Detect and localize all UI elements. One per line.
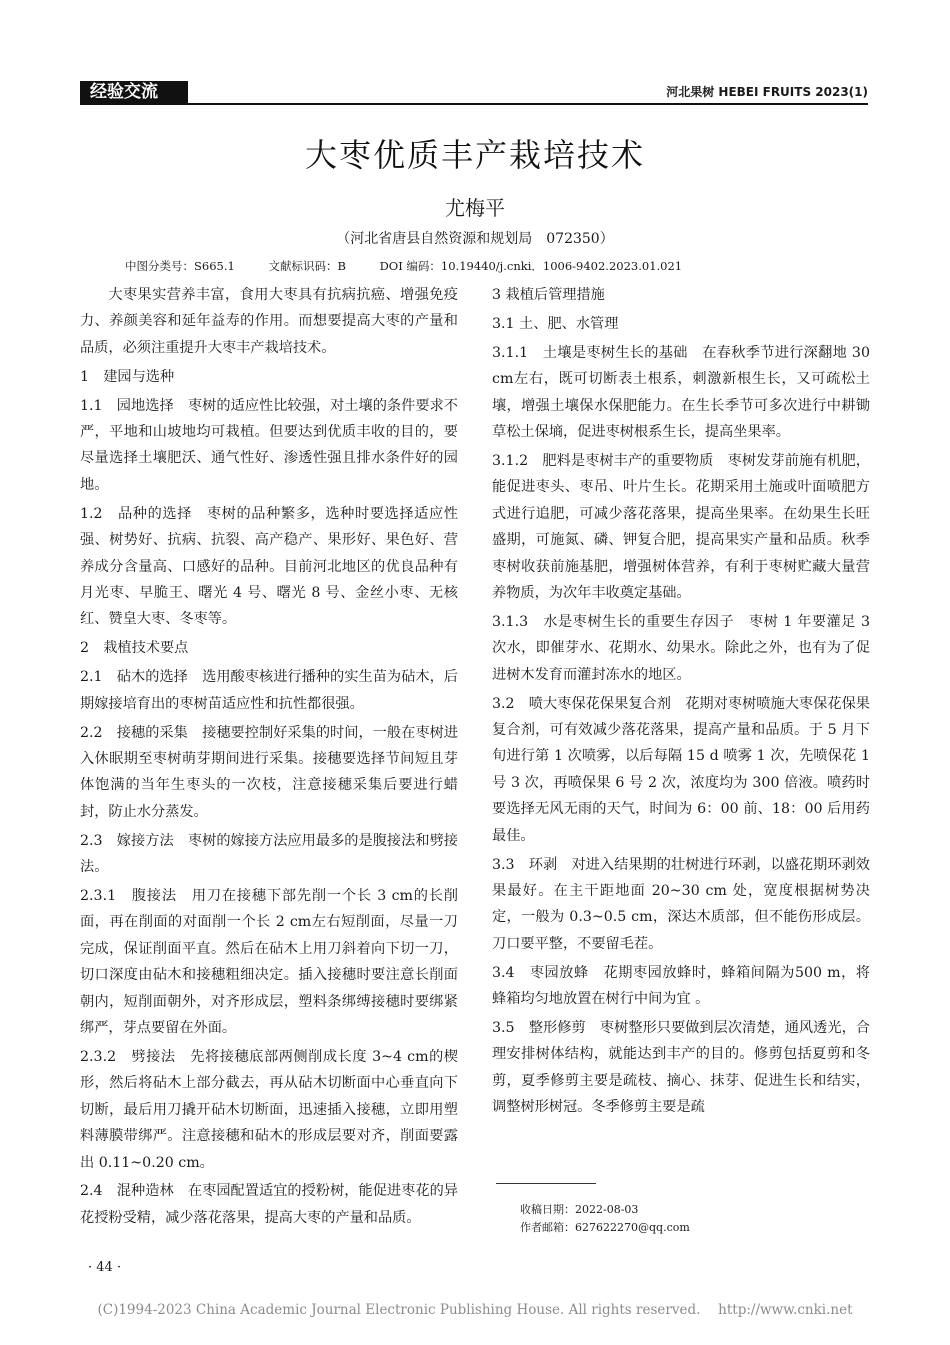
para-2-3-1: [80, 883, 458, 1041]
text-2-3-1: 用刀在接穗下部先削一个长 3 cm的长削面，再在削面的对面削一个长 2 cm左右短削面，尽量一刀完成，保证削面平直。然后在砧木上用刀斜着向下切一刀，切口深度由砧木和接穗粗细决定。插入接穗时要注意长削面朝内，短削面朝外，对齐形成层，塑料条绑缚接穗时要绑紧绑严，芽点要留在外面。: [80, 887, 458, 1036]
label-3-5: 3.5 整形修剪: [492, 1019, 586, 1036]
text-2-3: 枣树的嫁接方法应用最多的是腹接法和劈接法。: [80, 832, 458, 876]
text-3-1-2: 枣树发芽前施有机肥，能促进枣头、枣吊、叶片生长。花期采用土施或叶面喷肥方式进行追肥，可减少落花落果，提高坐果率。在幼果生长旺盛期，可施氮、磷、钾复合肥，提高果实产量和品质。秋季枣树收获前施基肥，增强树体营养，有利于枣树贮藏大量营养物质，为次年丰收奠定基础。: [492, 452, 870, 601]
heading-1: 1 建园与选种: [80, 368, 175, 385]
heading-3: 3 栽植后管理措施: [492, 287, 605, 303]
text-2-2: 接穗要控制好采集的时间，一般在枣树进入休眠期至枣树萌芽期间进行采集。接穗要选择节间短且芽体饱满的当年生枣头的一次枝，注意接穗采集后要进行蜡封，防止水分蒸发。: [80, 724, 458, 820]
para-3-1-3: [492, 609, 870, 688]
para-3-2: [492, 691, 870, 849]
label-1-2: 1.2 品种的选择: [80, 505, 193, 522]
received-date: 收稿日期：2022-08-03: [520, 1203, 639, 1216]
author-name: 尤梅平: [445, 196, 505, 220]
label-3-2: 3.2 喷大枣保花保果复合剂: [492, 695, 671, 712]
para-1-2: [80, 501, 458, 633]
para-3-4: [492, 960, 870, 1013]
label-2-3: 2.3 嫁接方法: [80, 832, 174, 849]
para-2-4: [80, 1178, 458, 1231]
label-3-3: 3.3 环剥: [492, 856, 558, 873]
article-metadata: [125, 258, 712, 274]
para-3-5: [492, 1015, 870, 1121]
text-3-4: 花期枣园放蜂时，蜂箱间隔为500 m，将蜂箱均匀地放置在树行中间为宜 。: [492, 964, 870, 1008]
left-column: [80, 282, 458, 1234]
label-3-1-1: 3.1.1 土壤是枣树生长的基础: [492, 344, 688, 361]
label-3-1-3: 3.1.3 水是枣树生长的重要生存因子: [492, 613, 735, 630]
para-3-3: [492, 852, 870, 958]
para-2-3: [80, 828, 458, 881]
text-3-1-3: 枣树 1 年要灌足 3 次水，即催芽水、花期水、幼果水。除此之外，也有为了促进树木发育而灌封冻水的地区。: [492, 613, 870, 683]
label-2-3-2: 2.3.2 劈接法: [80, 1048, 176, 1065]
para-3-1-1: [492, 340, 870, 446]
running-header: [80, 81, 868, 105]
text-1-2: 枣树的品种繁多，选种时要选择适应性强、树势好、抗病、抗裂、高产稳产、果形好、果色好、营养成分含量高、口感好的品种。目前河北地区的优良品种有月光枣、早脆王、曙光 4 号、曙光 8 号、金丝小枣、无核红、赞皇大枣、冬枣等。: [80, 505, 458, 628]
label-2-4: 2.4 混种造林: [80, 1183, 174, 1200]
label-1-1: 1.1 园地选择: [80, 397, 174, 414]
para-3-1-2: [492, 448, 870, 606]
label-2-3-1: 2.3.1 腹接法: [80, 887, 177, 904]
para-2-1: [80, 664, 458, 717]
text-2-1: 选用酸枣核进行播种的实生苗为砧木，后期嫁接培育出的枣树苗适应性和抗性都很强。: [80, 669, 458, 712]
section-tag: 经验交流: [80, 81, 188, 103]
heading-2: 2 栽植技术要点: [80, 640, 189, 657]
affiliation: （河北省唐县自然资源和规划局 072350）: [336, 231, 614, 247]
text-2-3-2: 先将接穗底部两侧削成长度 3~4 cm的楔形，然后将砧木上部分截去，再从砧木切断面中心垂直向下切断，最后用刀撬开砧木切断面，迅速插入接穗，立即用塑料薄膜带绑严。注意接穗和砧木的形成层要对齐，削面要露出 0.11~0.20 cm。: [80, 1048, 458, 1171]
article-title: 大枣优质丰产栽培技术: [304, 136, 645, 174]
intro-paragraph: 大枣果实营养丰富，食用大枣具有抗病抗癌、增强免疫力、养颜美容和延年益寿的作用。而想要提高大枣的产量和品质，必须注重提升大枣丰产栽培技术。: [80, 287, 458, 356]
para-2-3-2: [80, 1044, 458, 1176]
document-code: 文献标识码：B: [268, 259, 346, 273]
author-email: 作者邮箱：627622270@qq.com: [520, 1221, 690, 1234]
doi: DOI 编码：10.19440/j.cnki．1006-9402.2023.01.021: [379, 259, 683, 273]
text-3-2: 花期对枣树喷施大枣保花保果复合剂，可有效减少落花落果，提高产量和品质。于 5 月下旬进行第 1 次喷雾，以后每隔 15 d 喷雾 1 次，先喷保花 1 号 3 次，再喷保果 6 号 2 次，浓度均为 300 倍液。喷药时要选择无风无雨的天气，时间为 6：00 前、18：00 后用药最佳。: [492, 695, 870, 844]
footnote-divider: [496, 1183, 596, 1184]
label-3-1-2: 3.1.2 肥料是枣树丰产的重要物质: [492, 452, 714, 469]
label-2-1: 2.1 砧木的选择: [80, 669, 188, 686]
para-2-2: [80, 720, 458, 826]
label-2-2: 2.2 接穗的采集: [80, 724, 188, 741]
heading-3-1: 3.1 土、肥、水管理: [492, 315, 619, 332]
page-number: · 44 ·: [88, 1260, 122, 1275]
text-3-1-1: 在春秋季节进行深翻地 30 cm左右，既可切断表土根系，刺激新根生长，又可疏松土壤，增强土壤保水保肥能力。在生长季节可多次进行中耕锄草松土保墒，促进枣树根系生长，提高坐果率。: [492, 344, 870, 441]
label-3-4: 3.4 枣园放蜂: [492, 964, 589, 981]
text-3-3: 对进入结果期的壮树进行环剥，以盛花期环剥效果最好。在主干距地面 20~30 cm 处，宽度根据树势决定，一般为 0.3~0.5 cm，深达木质部，但不能伤形成层。刀口要平整，不要留毛茬。: [492, 856, 870, 952]
para-1-1: [80, 393, 458, 499]
text-1-1: 枣树的适应性比较强，对土壤的条件要求不严，平地和山坡地均可栽植。但要达到优质丰收的目的，要尽量选择土壤肥沃、通气性好、渗透性强且排水条件好的园地。: [80, 397, 458, 493]
right-column: [492, 282, 870, 1123]
copyright-notice: (C)1994-2023 China Academic Journal Electronic Publishing House. All rights reserved. http://www.cnki.net: [97, 1302, 853, 1318]
text-2-4: 在枣园配置适宜的授粉树，能促进枣花的异花授粉受精，减少落花落果，提高大枣的产量和品质。: [80, 1183, 458, 1226]
text-3-5: 枣树整形只要做到层次清楚，通风透光，合理安排树体结构，就能达到丰产的目的。修剪包括夏剪和冬剪，夏季修剪主要是疏枝、摘心、抹芽、促进生长和结实，调整树形树冠。冬季修剪主要是疏: [492, 1019, 870, 1116]
journal-name: 河北果树 HEBEI FRUITS 2023(1): [666, 85, 868, 99]
clc-code: 中图分类号：S665.1: [125, 259, 235, 273]
